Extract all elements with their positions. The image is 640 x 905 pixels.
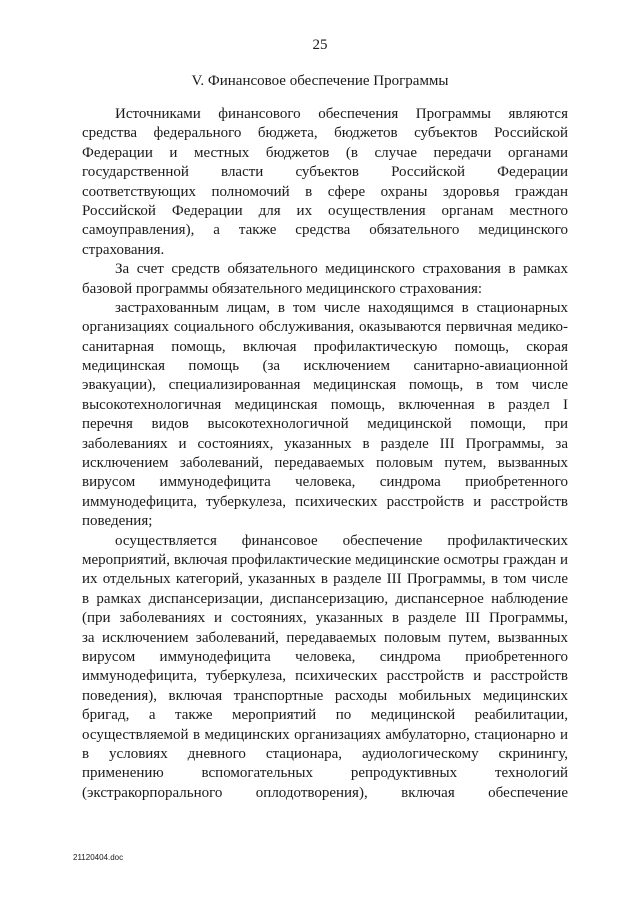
text-line: иммунодефицита, туберкулеза, психических расстройств и расстройств [82, 668, 568, 685]
text-line: (экстракорпорального оплодотворения), включая обеспечение [82, 784, 568, 801]
text-line: в рамках диспансеризации, диспансеризацию, диспансерное наблюдение [82, 590, 568, 607]
text-line: за исключением заболеваний, передаваемых половым путем, вызванных [82, 629, 568, 646]
text-line: вирусом иммунодефицита человека, синдрома приобретенного [82, 648, 568, 665]
page-number: 25 [312, 37, 328, 53]
text-line: Федерации и местных бюджетов (в случае передачи органами [82, 144, 568, 161]
text-line: санитарная помощь, включая профилактическую помощь, скорая [82, 338, 568, 355]
text-line: организациях социального обслуживания, оказываются первичная медико- [82, 319, 568, 336]
text-line: поведения; [82, 513, 153, 530]
paragraph-insured-persons [82, 299, 568, 532]
text-line: самоуправления), а также средства обязательного медицинского [82, 222, 568, 239]
text-line: застрахованным лицам, в том числе находящимся в стационарных [115, 299, 568, 316]
text-line: медицинская помощь (за исключением санитарно-авиационной [82, 358, 568, 375]
text-line: вирусом иммунодефицита человека, синдрома приобретенного [82, 474, 568, 491]
text-line: соответствующих полномочий в сфере охраны здоровья граждан [82, 183, 568, 200]
text-line: средства федерального бюджета, бюджетов субъектов Российской [82, 125, 568, 142]
text-line: страхования. [82, 241, 165, 258]
document-body [82, 105, 568, 803]
text-line: базовой программы обязательного медицинского страхования: [82, 280, 483, 297]
text-line: их отдельных категорий, указанных в разделе III Программы, в том числе [82, 571, 568, 588]
text-line: применению вспомогательных репродуктивных технологий [82, 765, 568, 782]
text-line: бригад, а также мероприятий по медицинской реабилитации, [82, 707, 568, 724]
text-line: иммунодефицита, туберкулеза, психических расстройств и расстройств [82, 493, 568, 510]
text-line: государственной власти субъектов Российской Федерации [82, 164, 568, 181]
paragraph-preventive-measures [82, 532, 568, 803]
text-line: высокотехнологичная медицинская помощь, включенная в раздел I [82, 396, 568, 413]
text-line: в условиях дневного стационара, аудиологическому скринингу, [82, 745, 568, 762]
text-line: Источниками финансового обеспечения Программы являются [115, 106, 568, 122]
text-line: эвакуации), специализированная медицинская помощь, в том числе [82, 377, 568, 394]
text-line: мероприятий, включая профилактические медицинские осмотры граждан и [82, 551, 568, 568]
text-line: осуществляется финансовое обеспечение профилактических [115, 532, 568, 549]
section-heading: V. Финансовое обеспечение Программы [191, 73, 449, 89]
text-line: (при заболеваниях и состояниях, указанных в разделе III Программы, [82, 610, 568, 627]
text-line: исключением заболеваний, передаваемых половым путем, вызванных [82, 455, 568, 472]
text-line: За счет средств обязательного медицинского страхования в рамках [115, 261, 568, 278]
footer-filename: 21120404.doc [73, 853, 124, 862]
text-line: заболеваниях и состояниях, указанных в разделе III Программы, за [82, 435, 568, 452]
text-line: перечня видов высокотехнологичной медицинской помощи, при [82, 416, 568, 433]
text-line: Российской Федерации для их осуществления органам местного [82, 202, 568, 219]
paragraph-funding-sources [82, 105, 568, 260]
paragraph-oms-intro [82, 260, 568, 299]
text-line: поведения), включая транспортные расходы мобильных медицинских [82, 687, 568, 704]
text-line: осуществляемой в медицинских организациях амбулаторно, стационарно и [82, 726, 568, 743]
